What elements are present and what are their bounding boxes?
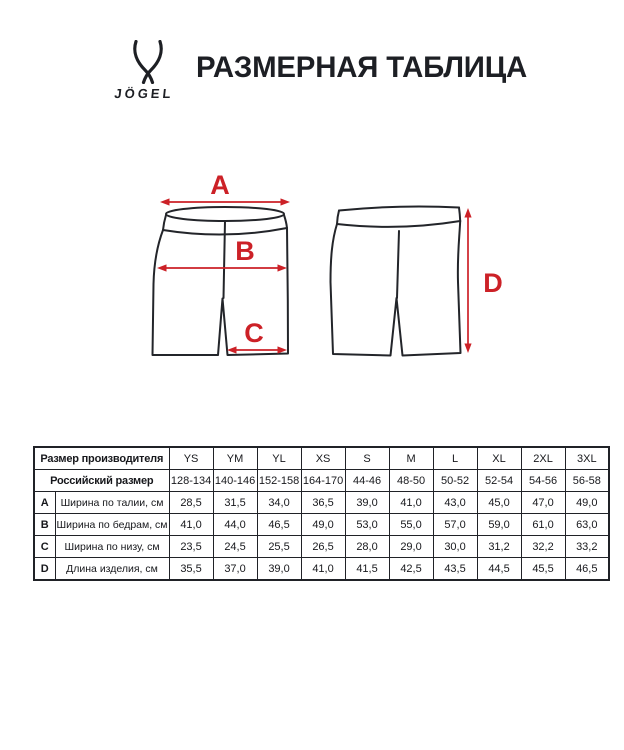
page-title: РАЗМЕРНАЯ ТАБЛИЦА: [196, 51, 528, 84]
front-body-outline: [153, 228, 289, 355]
brand-wordmark: JÖGEL: [113, 86, 175, 101]
measure-letter-cell: D: [34, 558, 55, 581]
value-cell: 43,0: [433, 492, 477, 514]
value-cell: 32,2: [521, 536, 565, 558]
size-cell: XS: [301, 447, 345, 470]
shorts-measurement-diagram: [0, 150, 624, 410]
measure-label-d: D: [483, 268, 503, 298]
value-cell: 41,5: [345, 558, 389, 581]
value-cell: 57,0: [433, 514, 477, 536]
value-cell: 31,5: [213, 492, 257, 514]
table-row-measure-d: [34, 558, 609, 581]
value-cell: 29,0: [389, 536, 433, 558]
front-waistband-right: [284, 215, 287, 228]
shorts-back-outline: [331, 207, 461, 356]
value-cell: 37,0: [213, 558, 257, 581]
value-cell: 34,0: [257, 492, 301, 514]
table-row-measure-b: [34, 514, 609, 536]
value-cell: 45,0: [477, 492, 521, 514]
size-cell: 44-46: [345, 470, 389, 492]
value-cell: 49,0: [565, 492, 609, 514]
size-cell: 152-158: [257, 470, 301, 492]
back-center-seam: [397, 231, 399, 298]
value-cell: 45,5: [521, 558, 565, 581]
measure-letter-cell: C: [34, 536, 55, 558]
size-cell: XL: [477, 447, 521, 470]
size-cell: 3XL: [565, 447, 609, 470]
front-waistband-left: [163, 215, 166, 230]
value-cell: 55,0: [389, 514, 433, 536]
value-cell: 31,2: [477, 536, 521, 558]
size-chart-table: [33, 446, 610, 581]
size-cell: 52-54: [477, 470, 521, 492]
size-cell: 128-134: [169, 470, 213, 492]
value-cell: 47,0: [521, 492, 565, 514]
table-row-producer-sizes: [34, 447, 609, 470]
value-cell: 39,0: [257, 558, 301, 581]
jogel-tulip-icon: [131, 40, 165, 84]
value-cell: 28,5: [169, 492, 213, 514]
measure-arrow-b: [157, 264, 287, 271]
size-cell: M: [389, 447, 433, 470]
size-cell: 164-170: [301, 470, 345, 492]
value-cell: 41,0: [389, 492, 433, 514]
measure-letter-cell: B: [34, 514, 55, 536]
brand-logo: [96, 36, 192, 104]
measure-name-cell: Длина изделия, см: [55, 558, 169, 581]
shorts-front-outline: [153, 207, 289, 355]
producer-size-header: Размер производителя: [34, 447, 169, 470]
size-cell: S: [345, 447, 389, 470]
value-cell: 53,0: [345, 514, 389, 536]
back-body-outline: [331, 221, 461, 356]
measure-name-cell: Ширина по талии, см: [55, 492, 169, 514]
russian-size-header: Российский размер: [34, 470, 169, 492]
value-cell: 61,0: [521, 514, 565, 536]
size-cell: 2XL: [521, 447, 565, 470]
value-cell: 63,0: [565, 514, 609, 536]
value-cell: 46,5: [257, 514, 301, 536]
table-row-measure-c: [34, 536, 609, 558]
value-cell: 46,5: [565, 558, 609, 581]
measure-arrow-d: [464, 208, 471, 353]
value-cell: 41,0: [301, 558, 345, 581]
back-waistband-bottom: [337, 221, 460, 227]
value-cell: 59,0: [477, 514, 521, 536]
value-cell: 42,5: [389, 558, 433, 581]
size-cell: L: [433, 447, 477, 470]
size-cell: YS: [169, 447, 213, 470]
value-cell: 33,2: [565, 536, 609, 558]
value-cell: 43,5: [433, 558, 477, 581]
size-cell: 50-52: [433, 470, 477, 492]
size-cell: YL: [257, 447, 301, 470]
measure-letter-cell: A: [34, 492, 55, 514]
value-cell: 30,0: [433, 536, 477, 558]
back-waistband-right: [459, 208, 460, 222]
size-cell: 48-50: [389, 470, 433, 492]
value-cell: 49,0: [301, 514, 345, 536]
measure-name-cell: Ширина по низу, см: [55, 536, 169, 558]
value-cell: 26,5: [301, 536, 345, 558]
measure-label-b: B: [235, 236, 255, 266]
table-row-measure-a: [34, 492, 609, 514]
value-cell: 28,0: [345, 536, 389, 558]
size-cell: 140-146: [213, 470, 257, 492]
size-cell: 54-56: [521, 470, 565, 492]
back-waistband-left: [337, 211, 339, 225]
value-cell: 41,0: [169, 514, 213, 536]
front-waistband-opening: [166, 207, 284, 221]
front-center-seam: [224, 221, 226, 298]
value-cell: 24,5: [213, 536, 257, 558]
back-waistband-top: [339, 207, 459, 211]
value-cell: 25,5: [257, 536, 301, 558]
value-cell: 44,0: [213, 514, 257, 536]
value-cell: 39,0: [345, 492, 389, 514]
value-cell: 36,5: [301, 492, 345, 514]
table-row-russian-sizes: [34, 470, 609, 492]
size-cell: 56-58: [565, 470, 609, 492]
value-cell: 23,5: [169, 536, 213, 558]
measure-label-a: A: [210, 170, 230, 200]
size-cell: YM: [213, 447, 257, 470]
value-cell: 44,5: [477, 558, 521, 581]
value-cell: 35,5: [169, 558, 213, 581]
measure-name-cell: Ширина по бедрам, см: [55, 514, 169, 536]
measure-label-c: C: [244, 318, 264, 348]
